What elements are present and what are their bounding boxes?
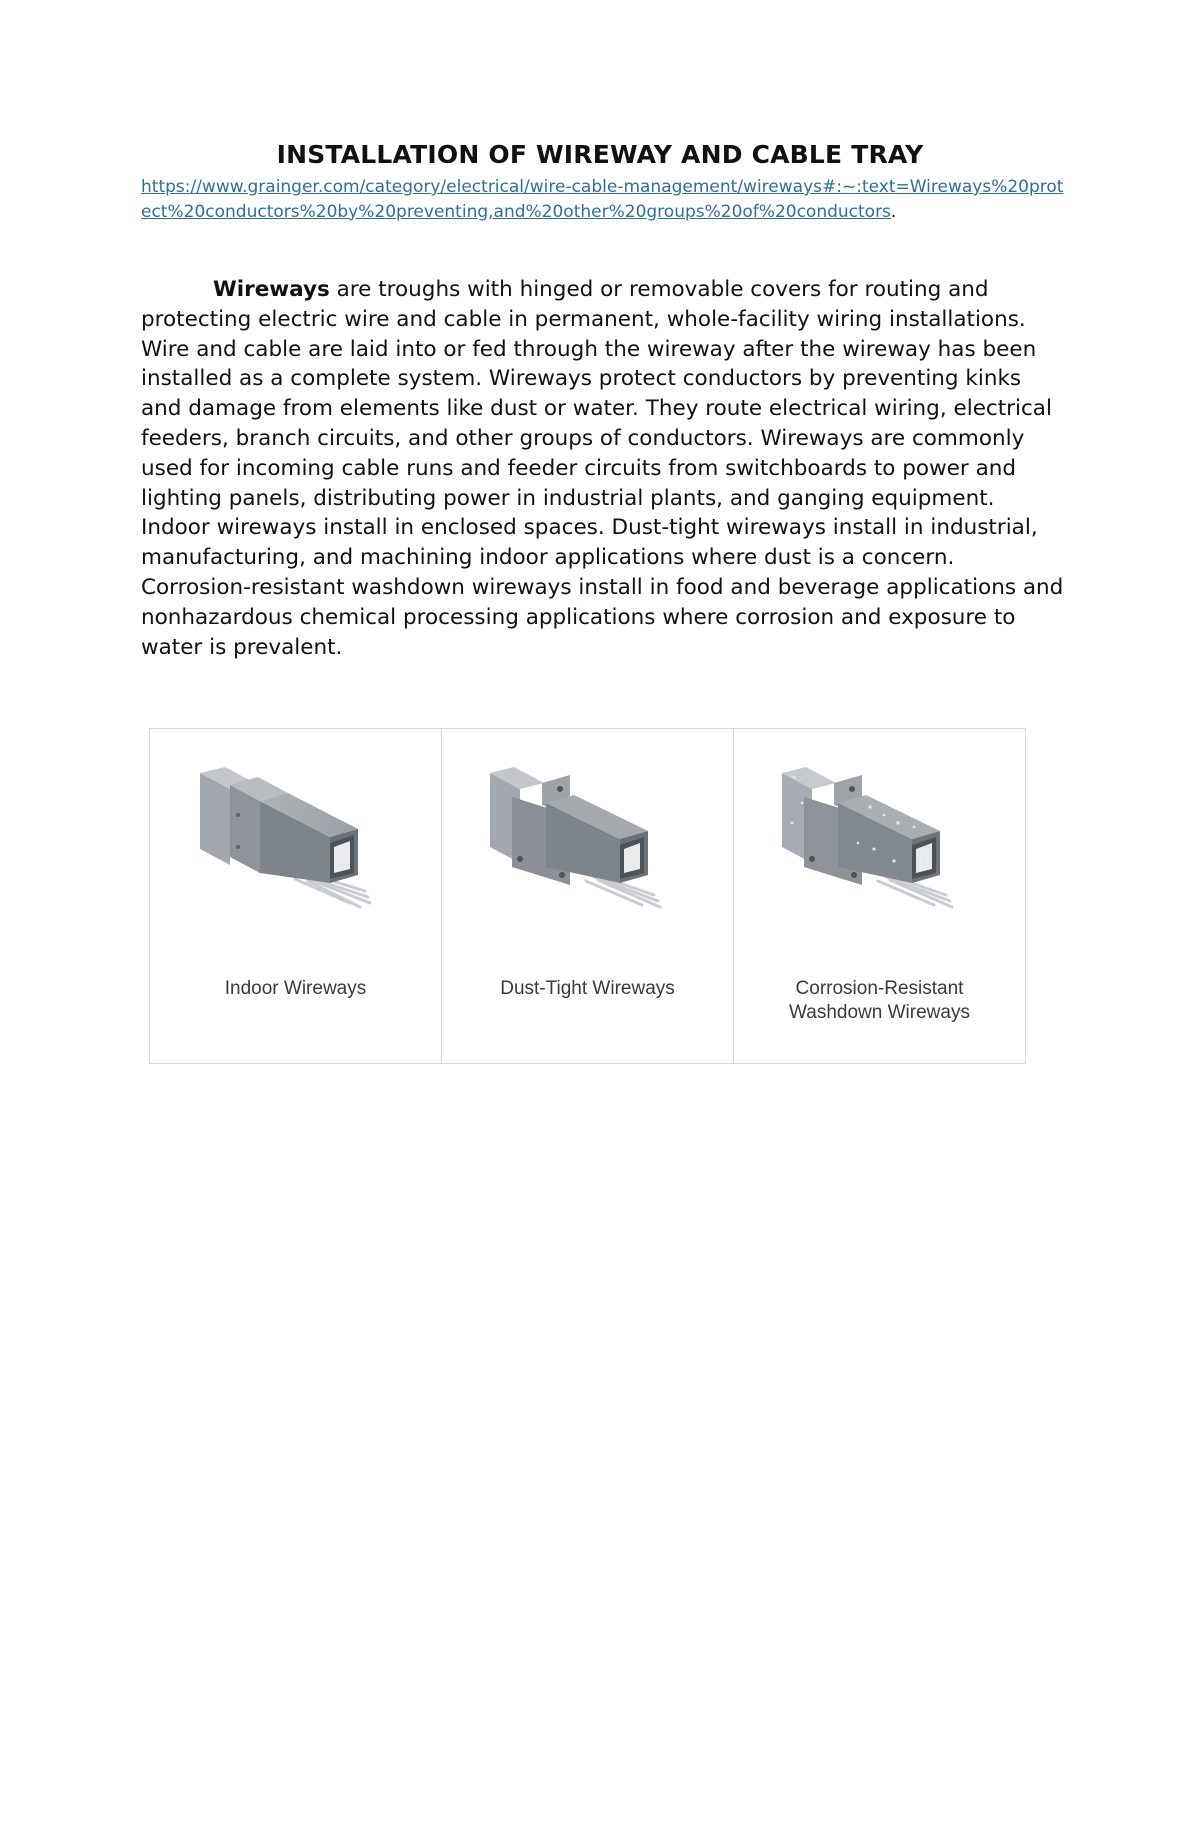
panel-label-line2: Washdown Wireways bbox=[789, 1002, 970, 1023]
paragraph-text: are troughs with hinged or removable covers for routing and protecting electric wire and cable in permanent, whole-facility wiring installations. Wire and cable are laid into or fed through the wireway after the wireway has been installed as a complete system. Wireways protect conductors by preventing kinks and damage from elements like dust or water. They route electrical wiring, electrical feeders, branch circuits, and other groups of conductors. Wireways are commonly used for incoming cable runs and feeder circuits from switchboards to power and lighting panels, distributing power in industrial plants, and ganging equipment. Indoor wireways install in enclosed spaces. Dust-tight wireways install in industrial, manufacturing, and machining indoor applications where dust is a concern. Corrosion-resistant washdown wireways install in food and beverage applications and nonhazardous chemical processing applications where corrosion and exposure to water is prevalent. bbox=[141, 277, 1064, 660]
source-citation bbox=[141, 175, 1071, 224]
figure-panel-indoor bbox=[150, 729, 442, 1063]
figure-panel-corrosion-resistant bbox=[734, 729, 1025, 1063]
panel-label-line1: Corrosion-Resistant bbox=[795, 978, 964, 999]
panel-label-dust-tight: Dust-Tight Wireways bbox=[500, 978, 675, 999]
source-link[interactable]: https://www.grainger.com/category/electrical/wire-cable-management/wireways#:~:text=Wireways%20protect%20conductors%20by%20preventing,and%20other%20groups%20of%20conductors bbox=[141, 177, 1064, 222]
dust-tight-wireway-image bbox=[482, 763, 692, 923]
panel-label-corrosion-resistant bbox=[734, 977, 1025, 1025]
panel-label-indoor: Indoor Wireways bbox=[224, 978, 367, 999]
figure-panel-dust-tight bbox=[442, 729, 734, 1063]
wireway-types-figure bbox=[149, 728, 1026, 1064]
body-paragraph bbox=[141, 275, 1066, 662]
document-title: INSTALLATION OF WIREWAY AND CABLE TRAY bbox=[276, 140, 924, 169]
paragraph-lead-term: Wireways bbox=[213, 277, 330, 302]
corrosion-resistant-wireway-image bbox=[774, 763, 984, 923]
source-period: . bbox=[890, 201, 897, 222]
indoor-wireway-image bbox=[190, 763, 400, 923]
